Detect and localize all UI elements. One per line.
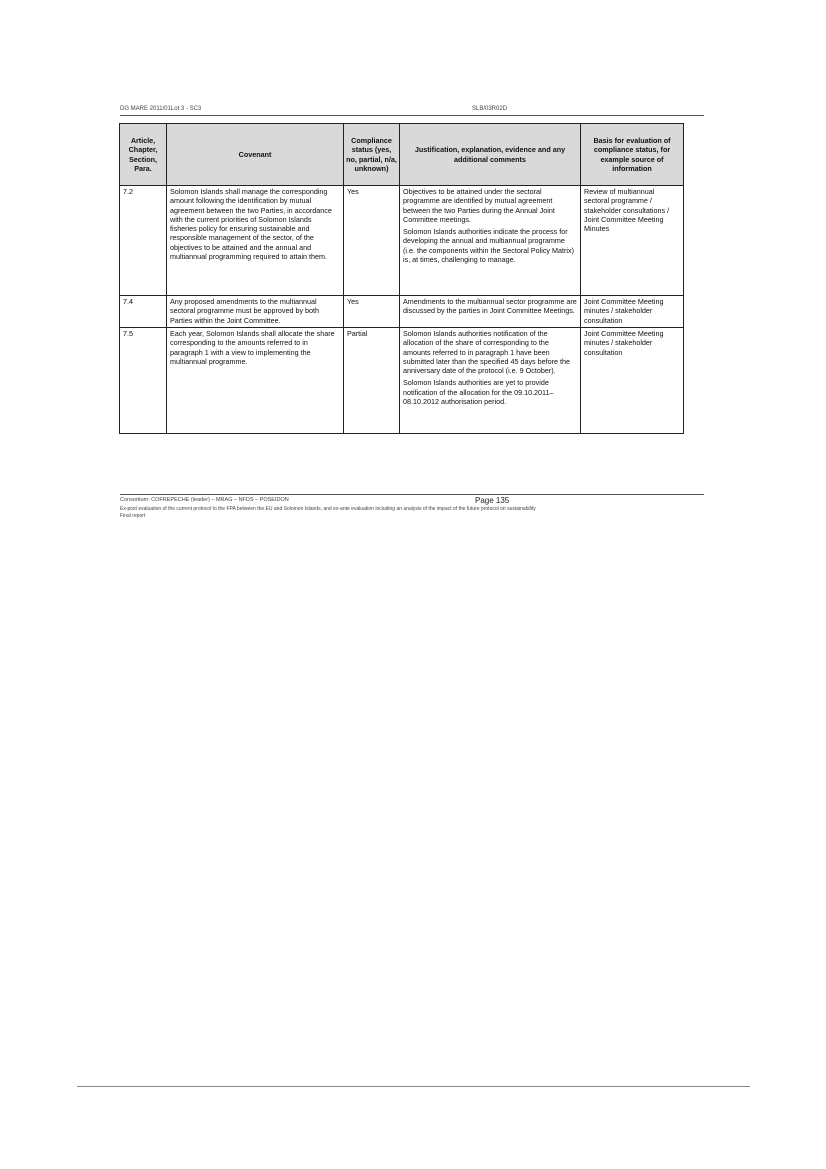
row-article: 7.4 [120,296,167,328]
row-justification [400,186,581,296]
row-status: Yes [344,186,400,296]
table-row [120,328,684,434]
justification-paragraph: Objectives to be attained under the sectoral programme are identified by mutual agreement between the two Parties during the Annual Joint Committee meetings. [403,187,555,224]
header-compliance-status: Compliance status (yes, no, partial, n/a, unknown) [344,124,400,186]
footer-consortium: Consortium: COFREPECHE (leader) – MRAG – NFDS – POSEIDON [120,497,289,503]
row-basis: Review of multiannual sectoral programme / stakeholder consultations / Joint Committee Meeting Minutes [581,186,684,296]
row-justification [400,328,581,434]
row-basis: Joint Committee Meeting minutes / stakeholder consultation [581,296,684,328]
table-header-row [120,124,684,186]
row-basis: Joint Committee Meeting minutes / stakeholder consultation [581,328,684,434]
header-covenant: Covenant [167,124,344,186]
justification-paragraph: Solomon Islands authorities indicate the process for developing the annual and multiannual programme (i.e. the components within the Sectoral Policy Matrix) is, at times, challenging to manage. [403,227,574,265]
row-covenant: Solomon Islands shall manage the corresponding amount following the identification by mutual agreement between the two Parties, in accordance with the current priorities of Solomon Islands fisheries policy for ensuring sustainable and responsible management of the sector, of the objectives to be attained and the annual and multiannual programming required to attain them. [167,186,344,296]
row-covenant: Each year, Solomon Islands shall allocate the share corresponding to the amounts referred to in paragraph 1 with a view to implementing the multiannual programme. [167,328,344,434]
row-status: Partial [344,328,400,434]
row-article: 7.5 [120,328,167,434]
row-status: Yes [344,296,400,328]
header-reference: DG MARE 2011/01Lot 3 - SC3 [120,106,202,112]
table-row [120,186,684,296]
header-article: Article, Chapter, Section, Para. [120,124,167,186]
justification-paragraph: Solomon Islands authorities notification of the allocation of the share of corresponding to the amounts referred to in paragraph 1 have been submitted later than the specified 45 days before the anniversary date of the protocol (i.e. 9 October). [403,329,571,376]
header-justification: Justification, explanation, evidence and any additional comments [400,124,581,186]
page-number: Page 135 [475,496,510,505]
footer-report-title: Ex-post evaluation of the current protocol to the FPA between the EU and Solomon Islands, and ex-ante evaluation including an analysis of the impact of the future protocol on sustainability [120,506,536,512]
table-row [120,296,684,328]
row-article: 7.2 [120,186,167,296]
header-divider [120,115,704,116]
row-covenant: Any proposed amendments to the multiannual sectoral programme must be approved by both Parties within the Joint Committee. [167,296,344,328]
header-document-code: SLB/03R02D [472,106,508,112]
footer-final-report: Final report [120,513,146,519]
header-basis: Basis for evaluation of compliance status, for example source of information [581,124,684,186]
page-bottom-divider [77,1086,750,1087]
footer-divider [120,494,704,495]
justification-paragraph: Amendments to the multiannual sector programme are discussed by the parties in Joint Committee Meetings. [403,297,577,316]
row-justification [400,296,581,328]
covenant-table [119,123,684,434]
justification-paragraph: Solomon Islands authorities are yet to provide notification of the allocation for the 09.10.2011–08.10.2012 authorisation period. [403,378,554,407]
